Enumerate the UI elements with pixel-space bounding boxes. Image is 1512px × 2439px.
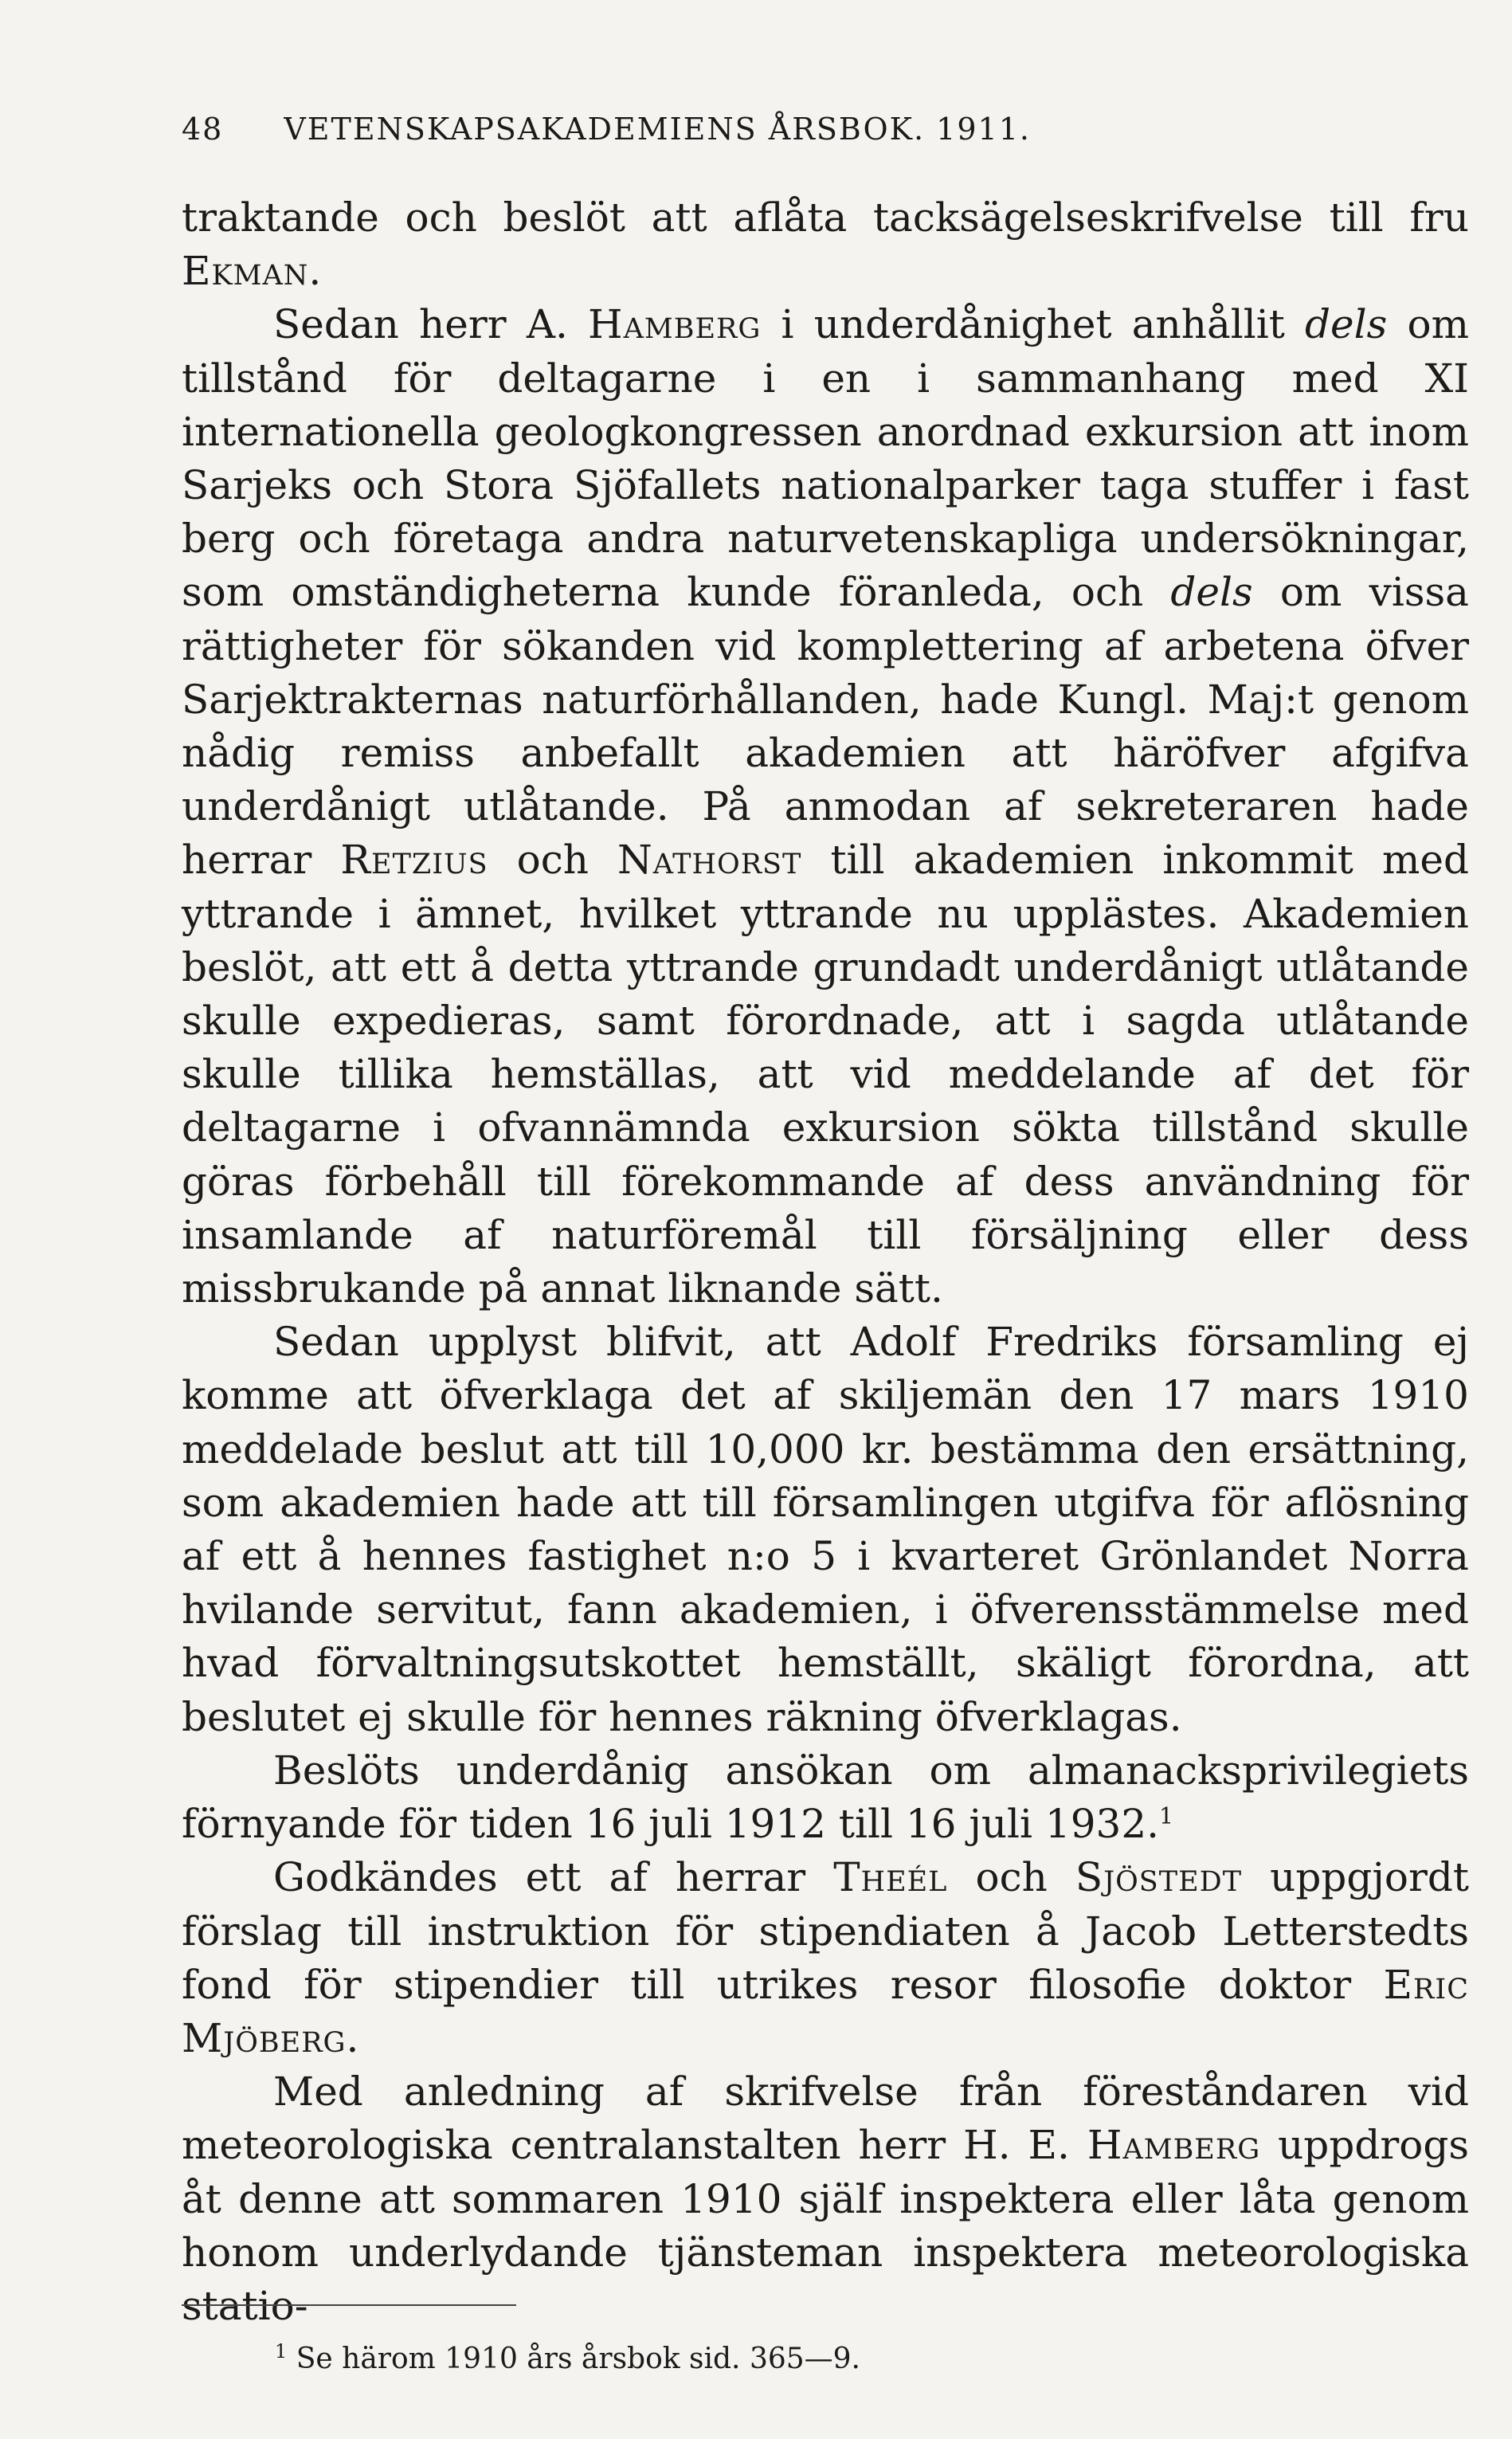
paragraph (182, 1744, 1469, 1851)
person-name: Retzius (340, 837, 488, 884)
person-name: Ekman (182, 248, 309, 295)
text-run: . (308, 248, 322, 295)
text-run: om tillstånd för deltagarne i en i sammanhang med XI internationella geologkongressen anordnad exkursion att inom Sarjeks och Stora Sjöfallets nationalparker taga stuffer i fast berg och företaga andra naturvetenskapliga undersökningar, som omständigheterna kunde föranleda, och (182, 301, 1469, 616)
paragraph (182, 2065, 1469, 2333)
text-run: Beslöts underdånig ansökan om almanacksprivilegiets förnyande för tiden 16 juli 1912 till 16 juli 1932. (182, 1747, 1469, 1848)
text-run: traktande och beslöt att aflåta tacksägelseskrifvelse till fru (182, 194, 1469, 241)
text-run: Sedan herr A. (273, 301, 589, 348)
person-name: Hamberg (588, 301, 762, 348)
text-run: uppgjordt förslag till instruktion för stipendiaten å Jacob Letterstedts fond för stipendier till utrikes resor filosofie doktor (182, 1854, 1469, 2008)
text-run: Sedan upplyst blifvit, att Adolf Fredriks församling ej komme att öfverklaga det af skiljemän den 17 mars 1910 meddelade beslut att till 10,000 kr. bestämma den ersättning, som akademien hade att till församlingen utgifva för aflösning af ett å hennes fastighet n:o 5 i kvarteret Grönlandet Norra hvilande servitut, fann akademien, i öfverensstämmelse med hvad förvaltningsutskottet hemställt, skäligt förordna, att beslutet ej skulle för hennes räkning öfverklagas. (182, 1319, 1469, 1740)
person-name: Eric Mjöberg (182, 1961, 1469, 2061)
emphasis: dels (1305, 301, 1388, 348)
text-run: i underdånighet anhållit (761, 301, 1306, 348)
footnote-marker: 1 (275, 2340, 288, 2363)
text-run: uppdrogs åt denne att sommaren 1910 själf inspektera eller låta genom honom underlydande tjänsteman inspektera meteorologiska statio- (182, 2122, 1469, 2329)
text-run: och (488, 837, 618, 884)
text-run: till akademien inkommit med yttrande i ämnet, hvilket yttrande nu upplästes. Akademien beslöt, att ett å detta yttrande grundadt underdånigt utlåtande skulle expedieras, samt förordnade, att i sagda utlåtande skulle tillika hemställas, att vid meddelande af det för deltagarne i ofvannämnda exkursion sökta tillstånd skulle göras förbehåll till förekommande af dess användning för insamlande af naturföremål till försäljning eller dess missbrukande på annat liknande sätt. (182, 837, 1469, 1312)
footnote (275, 2340, 1470, 2375)
emphasis: dels (1170, 569, 1253, 616)
footnote-text: Se härom 1910 års årsbok sid. 365—9. (287, 2343, 860, 2375)
person-name: Sjöstedt (1075, 1854, 1243, 1901)
page-number: 48 (182, 112, 224, 147)
footnote-reference: 1 (1159, 1802, 1173, 1829)
text-run: och (947, 1854, 1075, 1901)
paragraph (182, 298, 1469, 1316)
paragraph (182, 1851, 1469, 2065)
running-head (182, 112, 1496, 147)
person-name: Theél (833, 1854, 948, 1901)
body-text (182, 191, 1469, 2333)
paragraph (182, 191, 1469, 298)
text-run: Godkändes ett af herrar (273, 1854, 834, 1901)
text-run: . (346, 2014, 359, 2061)
text-run: om vissa rättigheter för sökanden vid komplettering af arbetena öfver Sarjektrakternas naturförhållanden, hade Kungl. Maj:t genom nådig remiss anbefallt akademien att häröfver afgifva underdånigt utlåtande. På anmodan af sekreteraren hade herrar (182, 569, 1469, 884)
person-name: Hamberg (1087, 2122, 1261, 2169)
person-name: Nathorst (617, 837, 802, 884)
text-run: Med anledning af skrifvelse från föreståndaren vid meteorologiska centralanstalten herr H. E. (182, 2068, 1469, 2169)
running-title: VETENSKAPSAKADEMIENS ÅRSBOK. 1911. (284, 112, 1031, 147)
footnote-rule (182, 2304, 516, 2306)
paragraph (182, 1316, 1469, 1744)
